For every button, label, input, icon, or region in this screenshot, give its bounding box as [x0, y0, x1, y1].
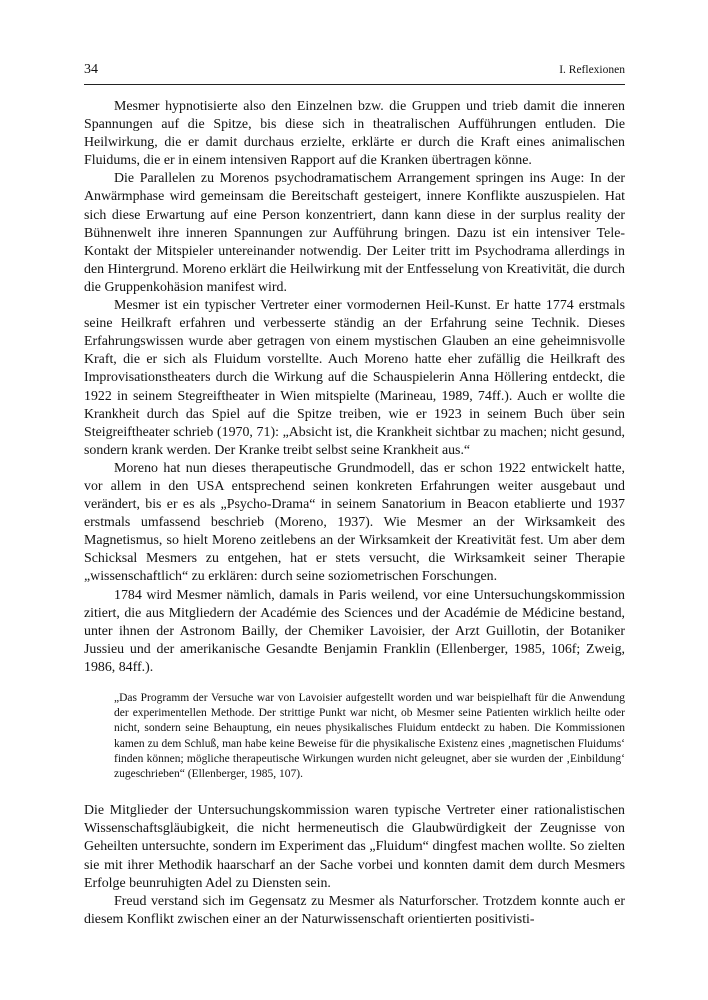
block-quote: „Das Programm der Versuche war von Lavoisier aufgestellt worden und war beispielhaft für die Anwendung der experimentellen Methode. Der strittige Punkt war nicht, ob Mesmer seine Patienten wirklich heilte oder nicht, sondern seine Behauptung, ein neues physikalisches Fluidum entdeckt zu haben. Die Kommissionen kamen zu dem Schluß, man habe keine Beweise für die physikalische Existenz eines ‚magnetischen Fluidums‘ finden können; mögliche therapeutische Wirkungen wurden nicht geleugnet, aber sie wurden der ‚Einbildung‘ zugeschrieben“ (Ellenberger, 1985, 107). — [114, 692, 625, 781]
paragraph: Mesmer hypnotisierte also den Einzelnen bzw. die Gruppen und trieb damit die inneren Spannungen auf die Spitze, bis diese sich in theatralischen Aufführungen entluden. Die Heilwirkung, die er damit durchaus erzielte, erklärte er durch die Kraft eines animalischen Fluidums, die er in einem intensiven Rapport auf die Kranken übertragen könne. — [84, 99, 625, 169]
page-number: 34 — [84, 62, 98, 77]
body-text — [84, 98, 625, 929]
paragraph: Die Mitglieder der Untersuchungskommission waren typische Vertreter einer rationalistischen Wissenschaftsgläubigkeit, die nicht hermeneutisch die Glaubwürdigkeit der Zeugnisse von Geheilten untersuchte, sondern im Experiment das „Fluidum“ dingfest machen wollte. So zielten sie mit ihrer Methodik haarscharf an der Sache vorbei und konnten damit dem durch Mesmers Erfolge beunruhigten Adel zu Diensten sein. — [84, 803, 625, 891]
running-head: I. Reflexionen — [559, 64, 625, 76]
page-header — [84, 62, 625, 85]
paragraph: Die Parallelen zu Morenos psychodramatischem Arrangement springen ins Auge: In der Anwärmphase wird gemeinsam die Bereitschaft gesteigert, innere Konflikte auszuspielen. Hat sich diese Erwartung auf eine Person konzentriert, dann kann diese in der surplus reality der Bühnenwelt ihre inneren Spannungen zur Aufführung bringen. Dazu ist ein intensiver Tele-Kontakt der Mitspieler untereinander notwendig. Der Leiter tritt im Psychodrama allerdings in den Hintergrund. Moreno erklärt die Heilwirkung mit der Entfesselung von Kreativität, die durch die Gruppenkohäsion manifest wird. — [84, 171, 625, 295]
paragraph: Moreno hat nun dieses therapeutische Grundmodell, das er schon 1922 entwickelt hatte, vor allem in den USA entsprechend seinen konkreten Erfahrungen weiter ausgebaut und verändert, bis er es als „Psycho-Drama“ in seinem Sanatorium in Beacon etablierte und 1937 erstmals umfassend beschrieb (Moreno, 1937). Wie Mesmer an der Wirksamkeit des Magnetismus, so hielt Moreno zeitlebens an der Wirksamkeit der Kreativität fest. Um aber dem Schicksal Mesmers zu entgehen, hat er stets versucht, die Wirksamkeit seiner Therapie „wissenschaftlich“ zu erklären: durch seine soziometrischen Forschungen. — [84, 460, 625, 585]
paragraph: 1784 wird Mesmer nämlich, damals in Paris weilend, vor eine Untersuchungskommission zitiert, die aus Mitgliedern der Académie des Sciences und der Académie de Médicine bestand, unter ihnen der Astronom Bailly, der Chemiker Lavoisier, der Arzt Guillotin, der Botaniker Jussieu und der amerikanische Gesandte Benjamin Franklin (Ellenberger, 1985, 106f; Zweig, 1986, 84ff.). — [84, 587, 625, 675]
paragraph: Freud verstand sich im Gegensatz zu Mesmer als Naturforscher. Trotzdem konnte auch er diesem Konflikt zwischen einer an der Naturwissenschaft orientierten positivisti- — [84, 893, 625, 927]
paragraph: Mesmer ist ein typischer Vertreter einer vormodernen Heil-Kunst. Er hatte 1774 erstmals seine Heilkraft erfahren und verbesserte ständig an der Erfahrung seine Technik. Dieses Erfahrungswissen wurde aber getragen von einem mystischen Glauben an eine geheimnisvolle Kraft, die er sich als Fluidum vorstellte. Auch Moreno hatte eher zufällig die Heilkraft des Improvisationstheaters durch die Wirkung auf die Schauspielerin Anna Höllering entdeckt, die 1922 in seinem Stegreiftheater in Wien mitspielte (Marineau, 1989, 74ff.). Auch er wollte die Krankheit durch das Spiel auf die Spitze treiben, wie er 1923 in seinem Buch über sein Steigreiftheater schrieb (1970, 71): „Absicht ist, die Krankheit sichtbar zu machen; nicht gesund, sondern krank werden. Der Kranke treibt selbst seine Krankheit aus.“ — [84, 298, 625, 458]
